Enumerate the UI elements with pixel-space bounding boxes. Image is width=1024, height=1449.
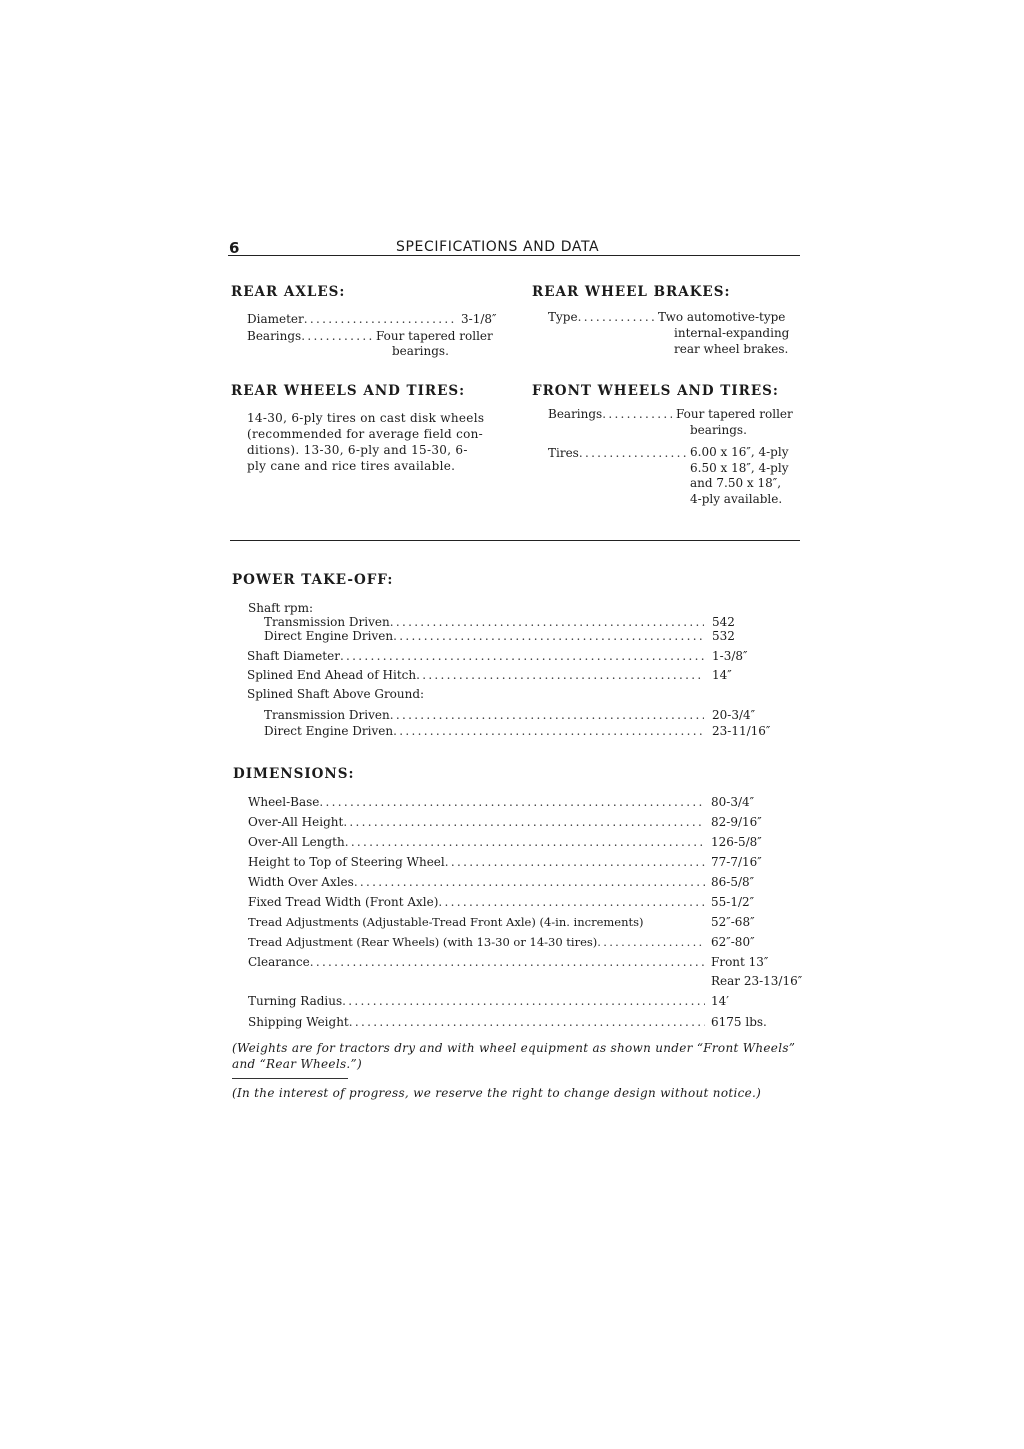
rear-axles-diameter-label: Diameter [247, 312, 304, 326]
dim-row-label: Shipping Weight [248, 1015, 349, 1029]
dim-row-value: 52″-68″ [711, 915, 755, 929]
brakes-type-row [548, 309, 654, 325]
dim-row-label: Width Over Axles [248, 875, 354, 889]
rear-axles-diameter-row [247, 311, 455, 327]
rear-axles-bearings-value-1: Four tapered roller [376, 329, 493, 343]
weights-note-line-2: and “Rear Wheels.”) [232, 1057, 362, 1071]
pto-row-label: Direct Engine Driven [264, 724, 394, 738]
header-rule [228, 255, 800, 256]
rear-axles-bearings-value-2: bearings. [392, 344, 449, 358]
rear-axles-diameter-value: 3-1/8″ [461, 312, 497, 326]
dim-row-label: Tread Adjustment (Rear Wheels) (with 13-30 or 14-30 tires) [248, 935, 598, 949]
dim-row-label: Height to Top of Steering Wheel [248, 855, 445, 869]
splined-above-label: Splined Shaft Above Ground: [247, 687, 425, 701]
power-takeoff-title: POWER TAKE-OFF: [232, 572, 394, 588]
rear-axles-bearings-label: Bearings [247, 329, 302, 343]
weights-note-line-1: (Weights are for tractors dry and with wheel equipment as shown under “Front Wheels” [232, 1041, 796, 1055]
running-head: SPECIFICATIONS AND DATA [396, 239, 600, 255]
brakes-type-value-2: internal-expanding [674, 326, 790, 340]
dim-row-label: Turning Radius [248, 994, 343, 1008]
pto-row-value: 1-3/8″ [712, 649, 748, 663]
pto-row-label: Splined End Ahead of Hitch [247, 668, 417, 682]
front-tires-label: Tires [548, 446, 579, 460]
pto-row-value: 23-11/16″ [712, 724, 771, 738]
clearance-rear-value: Rear 23-13/16″ [711, 974, 803, 988]
front-tires-value-2: 6.50 x 18″, 4-ply [690, 460, 789, 475]
front-tires-values [690, 445, 788, 507]
pto-row [247, 648, 704, 664]
front-bearings-label: Bearings [548, 407, 603, 421]
pto-row [264, 628, 704, 644]
progress-note: (In the interest of progress, we reserve the right to change design without notice.) [232, 1086, 762, 1100]
brakes-type-label: Type [548, 310, 578, 324]
pto-row-value: 542 [712, 615, 735, 629]
dimensions-title: DIMENSIONS: [233, 766, 355, 782]
dim-row [248, 834, 705, 850]
front-bearings-value-1: Four tapered roller [676, 407, 793, 421]
pto-row-label: Shaft Diameter [247, 649, 340, 663]
dim-row-label: Fixed Tread Width (Front Axle) [248, 895, 439, 909]
dim-row-value: 126-5/8″ [711, 835, 762, 849]
front-tires-value-3: and 7.50 x 18″, [690, 476, 782, 490]
note-rule [232, 1078, 348, 1079]
dim-row-value: 77-7/16″ [711, 855, 762, 869]
dim-row-label: Clearance [248, 955, 310, 969]
rear-tires-line-4: ply cane and rice tires available. [247, 459, 456, 473]
dim-row-label: Wheel-Base [248, 795, 320, 809]
dim-row-value: 80-3/4″ [711, 795, 755, 809]
brakes-type-value-3: rear wheel brakes. [674, 342, 789, 356]
pto-row [247, 667, 704, 683]
dim-row-label: Over-All Height [248, 815, 344, 829]
shaft-rpm-label: Shaft rpm: [248, 601, 314, 615]
dim-row [248, 814, 705, 830]
dim-row-value: 14′ [711, 994, 729, 1008]
rear-tires-line-1: 14-30, 6-ply tires on cast disk wheels [247, 411, 485, 425]
dim-row-value: 6175 lbs. [711, 1015, 767, 1029]
dim-row [248, 954, 705, 970]
dim-row [248, 794, 705, 810]
front-tires-row [548, 445, 690, 461]
rear-wheels-tires-text [247, 410, 484, 474]
rear-axles-title: REAR AXLES: [231, 284, 346, 300]
dim-row-value: 55-1/2″ [711, 895, 755, 909]
pto-row [264, 723, 704, 739]
dim-row-value: 62″-80″ [711, 935, 755, 949]
front-bearings-value-2: bearings. [690, 423, 747, 437]
dim-row [248, 1014, 705, 1030]
rear-tires-line-3: ditions). 13-30, 6-ply and 15-30, 6- [247, 443, 468, 457]
dim-row [248, 894, 705, 910]
dim-row-value: Front 13″ [711, 955, 769, 969]
brakes-type-value-1: Two automotive-type [658, 310, 786, 324]
dim-row-value: 82-9/16″ [711, 815, 762, 829]
dim-row [248, 934, 705, 950]
front-wheels-tires-title: FRONT WHEELS AND TIRES: [532, 383, 779, 399]
section-divider [230, 540, 800, 541]
pto-row-value: 20-3/4″ [712, 708, 756, 722]
pto-row-value: 532 [712, 629, 735, 643]
pto-row-label: Transmission Driven [264, 708, 390, 722]
pto-row [264, 707, 704, 723]
pto-row-value: 14″ [712, 668, 732, 682]
front-bearings-row [548, 406, 672, 422]
rear-axles-bearings-row [247, 328, 373, 344]
rear-wheels-tires-title: REAR WHEELS AND TIRES: [231, 383, 466, 399]
dim-row [248, 854, 705, 870]
dim-row-label: Tread Adjustments (Adjustable-Tread Front Axle) (4-in. increments) [248, 915, 644, 929]
dim-row-label: Over-All Length [248, 835, 345, 849]
front-tires-value-1: 6.00 x 16″, 4-ply [690, 445, 789, 459]
pto-row-label: Transmission Driven [264, 615, 390, 629]
dim-row-value: 86-5/8″ [711, 875, 755, 889]
dim-row [248, 993, 705, 1009]
pto-row-label: Direct Engine Driven [264, 629, 394, 643]
dim-row [248, 874, 705, 890]
rear-wheel-brakes-title: REAR WHEEL BRAKES: [532, 284, 731, 300]
page-number: 6 [229, 239, 240, 257]
front-tires-value-4: 4-ply available. [690, 491, 783, 506]
rear-tires-line-2: (recommended for average field con- [247, 427, 484, 441]
